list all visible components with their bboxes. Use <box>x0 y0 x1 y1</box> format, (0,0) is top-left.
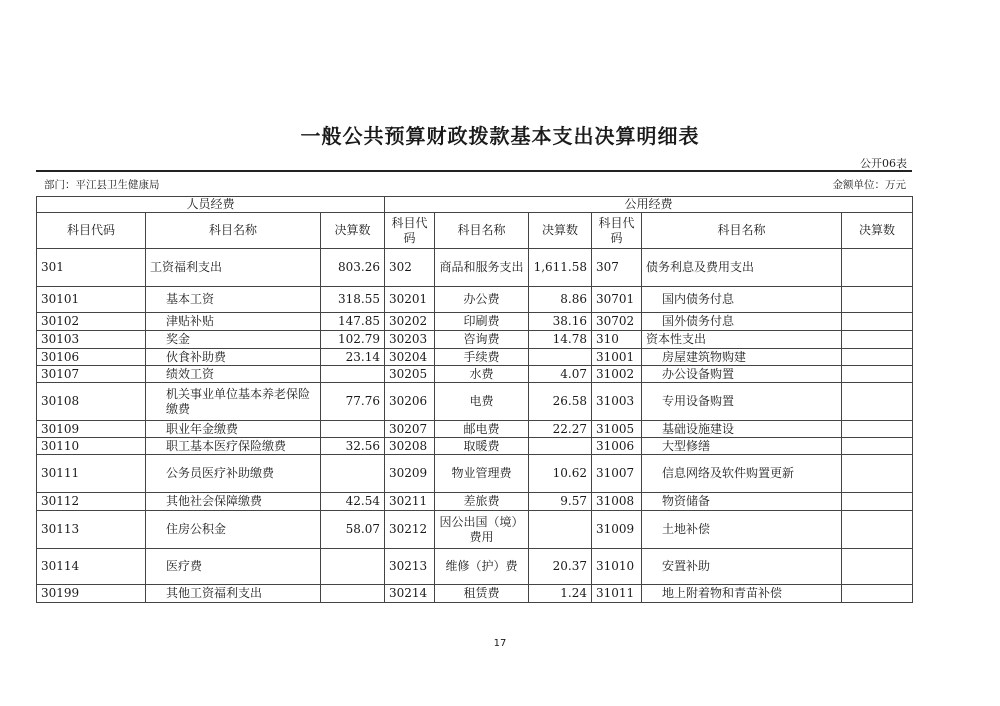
public-name-cell: 基础设施建设 <box>642 421 842 438</box>
table-row <box>37 249 913 287</box>
public-amount-cell <box>842 366 913 383</box>
public-amount-cell <box>842 331 913 349</box>
public-amount-cell <box>842 287 913 313</box>
meta-row <box>36 172 912 196</box>
table-row <box>37 455 913 493</box>
table-row <box>37 366 913 383</box>
public-name-cell: 国外债务付息 <box>642 313 842 331</box>
personnel-name-cell: 住房公积金 <box>146 511 321 549</box>
public-name-cell: 办公费 <box>435 287 529 313</box>
public-code-cell: 30702 <box>592 313 642 331</box>
public-amount-cell: 14.78 <box>529 331 592 349</box>
personnel-amount-cell: 42.54 <box>321 493 385 511</box>
personnel-amount-cell: 32.56 <box>321 438 385 455</box>
public-code-cell: 31005 <box>592 421 642 438</box>
col-header-amount: 决算数 <box>842 213 913 249</box>
public-code-cell: 30701 <box>592 287 642 313</box>
personnel-amount-cell: 803.26 <box>321 249 385 287</box>
personnel-amount-cell: 77.76 <box>321 383 385 421</box>
public-amount-cell: 26.58 <box>529 383 592 421</box>
personnel-code-cell: 30102 <box>37 313 146 331</box>
public-code-cell: 307 <box>592 249 642 287</box>
col-header-amount: 决算数 <box>321 213 385 249</box>
public-amount-cell <box>842 421 913 438</box>
public-code-cell: 31003 <box>592 383 642 421</box>
public-code-cell: 31009 <box>592 511 642 549</box>
personnel-code-cell: 30114 <box>37 549 146 585</box>
public-code-cell: 30213 <box>385 549 435 585</box>
personnel-name-cell: 公务员医疗补助缴费 <box>146 455 321 493</box>
personnel-name-cell: 职业年金缴费 <box>146 421 321 438</box>
page-number: 17 <box>493 638 507 649</box>
public-name-cell: 电费 <box>435 383 529 421</box>
table-row <box>37 421 913 438</box>
personnel-name-cell: 绩效工资 <box>146 366 321 383</box>
public-code-cell: 31007 <box>592 455 642 493</box>
public-name-cell: 物业管理费 <box>435 455 529 493</box>
table-row <box>37 383 913 421</box>
personnel-amount-cell: 102.79 <box>321 331 385 349</box>
table-row <box>37 313 913 331</box>
col-header-name: 科目名称 <box>435 213 529 249</box>
statement-sheet <box>36 170 912 603</box>
public-amount-cell <box>842 511 913 549</box>
public-name-cell: 维修（护）费 <box>435 549 529 585</box>
public-amount-cell <box>529 349 592 366</box>
public-name-cell: 专用设备购置 <box>642 383 842 421</box>
table-row <box>37 493 913 511</box>
personnel-amount-cell <box>321 549 385 585</box>
group-header-public: 公用经费 <box>385 197 913 213</box>
personnel-code-cell: 30108 <box>37 383 146 421</box>
public-name-cell: 取暖费 <box>435 438 529 455</box>
public-name-cell: 商品和服务支出 <box>435 249 529 287</box>
personnel-code-cell: 30106 <box>37 349 146 366</box>
public-code-cell: 31001 <box>592 349 642 366</box>
personnel-code-cell: 301 <box>37 249 146 287</box>
public-name-cell: 咨询费 <box>435 331 529 349</box>
public-code-cell: 30205 <box>385 366 435 383</box>
public-amount-cell: 10.62 <box>529 455 592 493</box>
public-name-cell: 安置补助 <box>642 549 842 585</box>
personnel-amount-cell <box>321 455 385 493</box>
public-code-cell: 30212 <box>385 511 435 549</box>
public-name-cell: 资本性支出 <box>642 331 842 349</box>
personnel-code-cell: 30111 <box>37 455 146 493</box>
public-name-cell: 信息网络及软件购置更新 <box>642 455 842 493</box>
unit-label: 金额单位：万元 <box>832 178 906 191</box>
public-code-cell: 30211 <box>385 493 435 511</box>
public-name-cell: 邮电费 <box>435 421 529 438</box>
public-amount-cell <box>842 249 913 287</box>
table-row <box>37 511 913 549</box>
public-code-cell: 31010 <box>592 549 642 585</box>
public-code-cell: 30209 <box>385 455 435 493</box>
public-code-cell: 30202 <box>385 313 435 331</box>
public-name-cell: 差旅费 <box>435 493 529 511</box>
personnel-name-cell: 医疗费 <box>146 549 321 585</box>
public-code-cell: 30206 <box>385 383 435 421</box>
personnel-code-cell: 30101 <box>37 287 146 313</box>
public-amount-cell <box>842 455 913 493</box>
public-name-cell: 因公出国（境）费用 <box>435 511 529 549</box>
public-amount-cell: 9.57 <box>529 493 592 511</box>
public-amount-cell <box>529 511 592 549</box>
personnel-name-cell: 机关事业单位基本养老保险缴费 <box>146 383 321 421</box>
personnel-amount-cell: 23.14 <box>321 349 385 366</box>
public-code-cell: 30214 <box>385 585 435 603</box>
col-header-name: 科目名称 <box>146 213 321 249</box>
public-name-cell: 地上附着物和青苗补偿 <box>642 585 842 603</box>
table-row <box>37 585 913 603</box>
public-code-cell: 31006 <box>592 438 642 455</box>
personnel-name-cell: 其他社会保障缴费 <box>146 493 321 511</box>
personnel-code-cell: 30103 <box>37 331 146 349</box>
public-amount-cell <box>842 349 913 366</box>
public-name-cell: 债务利息及费用支出 <box>642 249 842 287</box>
form-number: 公开06表 <box>860 157 907 170</box>
personnel-name-cell: 奖金 <box>146 331 321 349</box>
public-amount-cell <box>842 549 913 585</box>
public-amount-cell <box>842 585 913 603</box>
personnel-amount-cell: 147.85 <box>321 313 385 331</box>
personnel-name-cell: 基本工资 <box>146 287 321 313</box>
public-amount-cell: 38.16 <box>529 313 592 331</box>
personnel-amount-cell <box>321 421 385 438</box>
personnel-name-cell: 职工基本医疗保险缴费 <box>146 438 321 455</box>
table-row <box>37 549 913 585</box>
department-label: 部门：平江县卫生健康局 <box>44 178 160 191</box>
personnel-name-cell: 工资福利支出 <box>146 249 321 287</box>
col-header-code: 科目代码 <box>37 213 146 249</box>
public-amount-cell: 1.24 <box>529 585 592 603</box>
table-body <box>37 249 913 603</box>
public-code-cell: 30208 <box>385 438 435 455</box>
public-amount-cell <box>842 313 913 331</box>
public-amount-cell <box>529 438 592 455</box>
public-amount-cell <box>842 438 913 455</box>
public-name-cell: 租赁费 <box>435 585 529 603</box>
public-code-cell: 31008 <box>592 493 642 511</box>
table-row <box>37 331 913 349</box>
personnel-name-cell: 其他工资福利支出 <box>146 585 321 603</box>
public-code-cell: 30204 <box>385 349 435 366</box>
public-code-cell: 31002 <box>592 366 642 383</box>
personnel-code-cell: 30113 <box>37 511 146 549</box>
col-header-amount: 决算数 <box>529 213 592 249</box>
group-header-personnel: 人员经费 <box>37 197 385 213</box>
public-name-cell: 物资储备 <box>642 493 842 511</box>
public-amount-cell <box>842 383 913 421</box>
table-row <box>37 287 913 313</box>
public-name-cell: 印刷费 <box>435 313 529 331</box>
personnel-amount-cell <box>321 585 385 603</box>
expenditure-table <box>36 196 913 603</box>
personnel-amount-cell: 318.55 <box>321 287 385 313</box>
col-header-code: 科目代码 <box>385 213 435 249</box>
public-name-cell: 手续费 <box>435 349 529 366</box>
public-amount-cell: 4.07 <box>529 366 592 383</box>
personnel-name-cell: 津贴补贴 <box>146 313 321 331</box>
personnel-amount-cell: 58.07 <box>321 511 385 549</box>
public-code-cell: 30203 <box>385 331 435 349</box>
personnel-code-cell: 30107 <box>37 366 146 383</box>
public-name-cell: 办公设备购置 <box>642 366 842 383</box>
public-amount-cell: 8.86 <box>529 287 592 313</box>
public-amount-cell <box>842 493 913 511</box>
public-amount-cell: 20.37 <box>529 549 592 585</box>
personnel-name-cell: 伙食补助费 <box>146 349 321 366</box>
page-title: 一般公共预算财政拨款基本支出决算明细表 <box>300 124 700 148</box>
public-name-cell: 水费 <box>435 366 529 383</box>
public-code-cell: 310 <box>592 331 642 349</box>
personnel-amount-cell <box>321 366 385 383</box>
public-code-cell: 30201 <box>385 287 435 313</box>
table-row <box>37 438 913 455</box>
personnel-code-cell: 30112 <box>37 493 146 511</box>
col-header-code: 科目代码 <box>592 213 642 249</box>
personnel-code-cell: 30110 <box>37 438 146 455</box>
public-code-cell: 30207 <box>385 421 435 438</box>
public-code-cell: 31011 <box>592 585 642 603</box>
public-amount-cell: 22.27 <box>529 421 592 438</box>
personnel-code-cell: 30199 <box>37 585 146 603</box>
public-name-cell: 国内债务付息 <box>642 287 842 313</box>
public-amount-cell: 1,611.58 <box>529 249 592 287</box>
public-name-cell: 大型修缮 <box>642 438 842 455</box>
public-name-cell: 土地补偿 <box>642 511 842 549</box>
col-header-name: 科目名称 <box>642 213 842 249</box>
public-name-cell: 房屋建筑物购建 <box>642 349 842 366</box>
table-row <box>37 349 913 366</box>
personnel-code-cell: 30109 <box>37 421 146 438</box>
public-code-cell: 302 <box>385 249 435 287</box>
